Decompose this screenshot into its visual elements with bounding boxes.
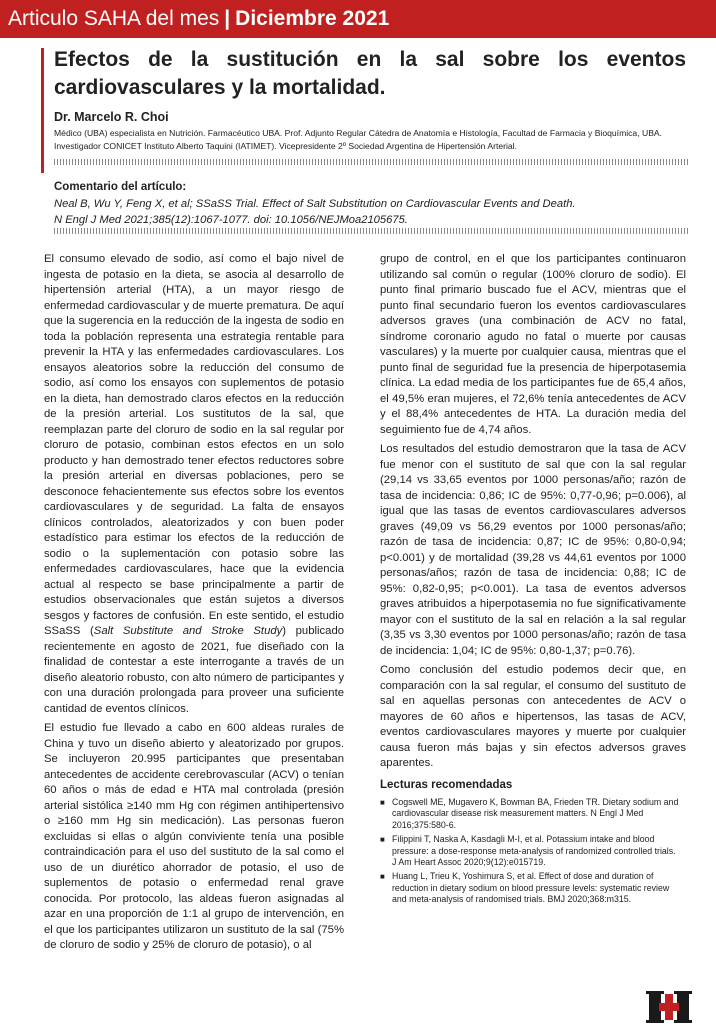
header-banner [0,0,716,38]
paragraph-intro [44,252,344,717]
banner-separator: | [224,7,231,30]
paragraph-results: Los resultados del estudio demostraron que la tasa de ACV fue menor con el sustituto de sal que con la sal regular (29,14 vs 33,65 eventos por 1000 personas/año; razón de tasa de incidencia: 0,86; IC de 95%: 0,77-0,96; p=0.006), al igual que las tasas de eventos cardiovasculares adversos graves (49,09 vs 56,29 eventos por 1000 personas/año; razón de tasa de incidencia: 0,87; IC de 95%: 0,80-0,94; p<0.001) y de mortalidad (39,28 vs 44,61 eventos por 1000 personas/años; razón de tasa de incidencia: 0,88; IC de 95%: 0,82-0,95; p<0.001). La tasa de eventos adversos graves atribuidos a hiperpotasemia no fue significativamente mayor con el sustituto de la sal en relación a la sal regular (3,35 vs 3,30 eventos por 1000 personas/año; razón de tasa de incidencia: 1,04; IC de 95%: 0,80-1,37; p=0.76). [380,443,686,657]
readings-list [380,797,686,906]
body-column-right [380,252,686,909]
saha-logo-icon [645,988,693,1026]
paragraph-conclusion: Como conclusión del estudio podemos decir que, en comparación con la sal regular, el consumo del sustituto de sal en aquellas personas con antecedentes de ACV o mayores de 60 años e hipertensos, las tasas de ACV, eventos cardiovasculares mayores y muerte por cualquier causa fueron más bajas y sin efectos adversos graves aparentes. [380,664,686,769]
reading-item: ■ Cogswell ME, Mugavero K, Bowman BA, Frieden TR. Dietary sodium and cardiovascular disease risk measurement matters. N Engl J Med 2016;375:580-6. [380,797,679,830]
citation-line-1: Neal B, Wu Y, Feng X, et al; SSaSS Trial. Effect of Salt Substitution on Cardiovascular Events and Death. [54,198,576,210]
banner-prefix: Articulo SAHA del mes [8,7,220,30]
dotted-divider-bottom [54,228,688,234]
bullet-icon: ■ [380,872,385,882]
title-accent-rule [41,48,44,173]
bullet-icon: ■ [380,798,385,807]
dotted-divider-top [54,159,688,165]
comment-heading: Comentario del artículo: [54,181,187,193]
reading-item: ■ Huang L, Trieu K, Yoshimura S, et al. Effect of dose and duration of reduction in dietary sodium on blood pressure levels: systematic review and meta-analysis of randomised trials. BMJ 2020;368:m315. [380,871,670,905]
paragraph-endpoints: grupo de control, en el que los participantes continuaron utilizando sal común o regular (100% cloruro de sodio). El punto final primario buscado fue el ACV, mientras que el punto final secundario fueron los eventos cardiovasculares adversos graves (una combinación de ACV no fatal, síndrome coronario agudo no fatal o muerte por causas vasculares) y la muerte por cualquier causa, mientras que el punto final de seguridad fue la presencia de hiperpotasemia clínica. La edad media de los participantes fue de 65,4 años, el 49,5% eran mujeres, el 72,6% tenía antecedentes de ACV y el 88,4% antecedentes de HTA. La duración media del seguimiento fue de 4,74 años. [380,253,686,436]
author-affiliation: Médico (UBA) especialista en Nutrición. Farmacéutico UBA. Prof. Adjunto Regular Cátedra de Anatomía e Histología, Facultad de Farmacia y Bioquímica, UBA. Investigador CONICET Instituto Alberto Taquini (IATIMET). Vicepresidente 2º Sociedad Argentina de Hipertensión Arterial. [54,128,663,151]
banner-month: Diciembre 2021 [235,7,390,30]
article-citation [54,196,654,228]
body-column-left [44,252,344,958]
study-name-italic: Salt Substitute and Stroke Study [93,625,283,637]
paragraph-intro-text-a: El consumo elevado de sodio, así como el bajo nivel de ingesta de potasio en la dieta, se asocia al desarrollo de hipertensión arterial (HTA), a un mayor riesgo de enfermedad cardiovascular y de muerte prematura. De aquí que la sugerencia en la reducción de la ingesta de sodio en toda la población representa una estrategia rentable para prevenir la HTA y las enfermedades cardiovasculares. Los ensayos aleatorios sobre la reducción del consumo de sodio, así como los ensayos con suplementos de potasio en la dieta, han demostrado claros efectos en la reducción de la presión arterial. Los sustitutos de la sal, que reemplazan parte del cloruro de sodio en la sal regular por cloruro de potasio, combinan estos efectos en un solo producto y han demostrado tener efectos reductores sobre la presión arterial en diversas poblaciones, pero se desconoce fehacientemente sus efectos sobre los eventos cardiovasculares y de seguridad. La falta de ensayos clínicos controlados, aleatorizados y con buen poder estadístico para estimar los efectos de la reducción de sodio o la suplementación con potasio sobre las enfermedades cardiovasculares, hace que la evidencia actual al respecto se base principalmente a partir de estudios observacionales que están sujetos a diversos sesgos y factores de confusión. En este sentido, el estudio SSaSS ( [44,253,344,637]
readings-heading: Lecturas recomendadas [380,778,513,791]
paragraph-intro-text-b: ) publicado recientemente en agosto de 2021, fue diseñado con la finalidad de contestar a este interrogante a través de un diseño aleatorio robusto, con alto número de participantes y con una duración prolongada para proveer una suficiente cantidad de eventos clínicos. [44,625,345,715]
article-title: Efectos de la sustitución en la sal sobre los eventos cardiovasculares y la mortalidad. [54,48,686,99]
paragraph-methods: El estudio fue llevado a cabo en 600 aldeas rurales de China y tuvo un diseño abierto y aleatorizado por grupos. Se incluyeron 20.995 participantes que presentaban antecedentes de accidente cerebrovascular (ACV) o tenían 60 años o más de edad e HTA mal controlada (presión arterial sistólica ≥140 mm Hg con régimen antihipertensivo o ≥160 mm Hg sin medicación). Las personas fueron excluidas si ellas o algún conviviente tenía una posible contraindicación para el uso del sustituto de la sal como el uso de un diurético ahorrador de potasio, el uso de suplementos de potasio o enfermedad renal grave conocida. Por protocolo, las aldeas fueron asignadas al azar en una proporción de 1:1 al grupo de intervención, en el que los participantes utilizaron un sustituto de la sal (75% de cloruro de sodio y 25% de cloruro de potasio), o al [44,722,344,951]
citation-line-2: N Engl J Med 2021;385(12):1067-1077. doi: 10.1056/NEJMoa2105675. [54,214,408,226]
bullet-icon: ■ [380,835,385,845]
article-author: Dr. Marcelo R. Choi [54,110,169,124]
reading-item: ■ Filippini T, Naska A, Kasdagli M-I, et al. Potassium intake and blood pressure: a dose-response meta-analysis of randomized controlled trials. J Am Heart Assoc 2020;9(12):e015719. [380,834,676,868]
